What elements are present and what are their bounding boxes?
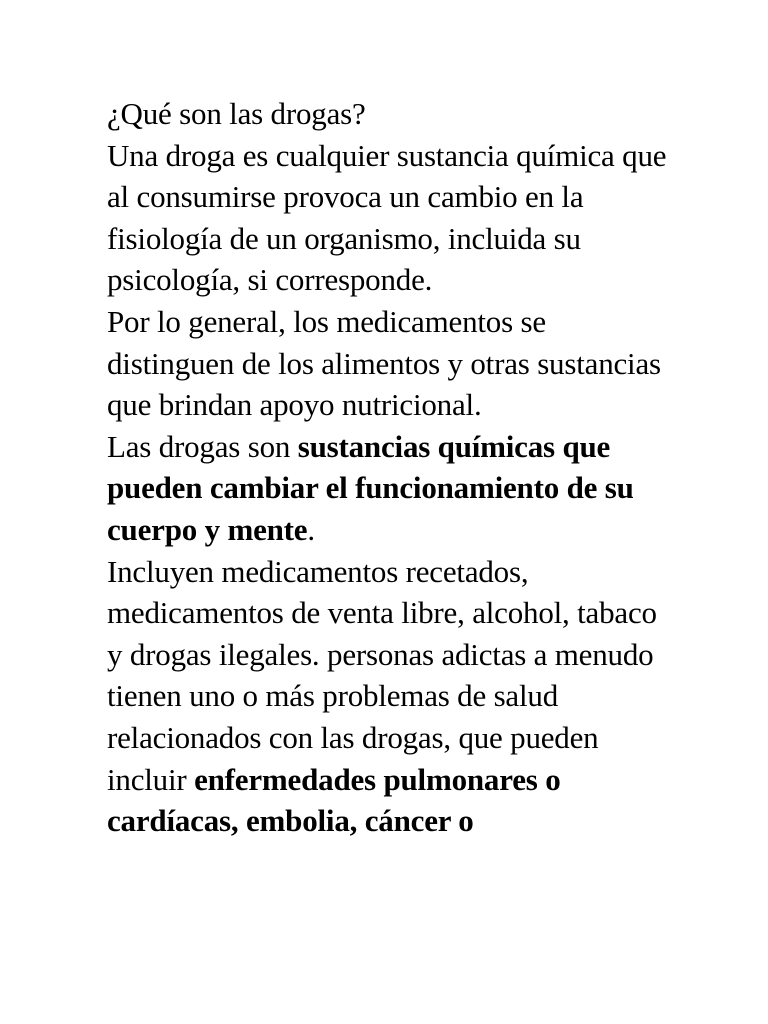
paragraph-chemical-substances — [107, 426, 667, 551]
paragraph-definition: Una droga es cualquier sustancia química que al consumirse provoca un cambio en la fisiología de un organismo, incluida su psicología, si corresponde. — [107, 137, 667, 298]
paragraph-lead-text: Las drogas son — [107, 428, 298, 464]
paragraph-emphasis-text: sustancias químicas que pueden cambiar el funcionamiento de su cuerpo y mente — [107, 428, 634, 547]
paragraph-medications: Por lo general, los medicamentos se distinguen de los alimentos y otras sustancias que brindan apoyo nutricional. — [107, 303, 661, 423]
paragraph-health-problems — [107, 551, 667, 842]
paragraph-body-text: Incluyen medicamentos recetados, medicamentos de venta libre, alcohol, tabaco y drogas ilegales. personas adictas a menudo tienen uno o más problemas de salud relacionados con las drogas, que pueden incluir — [107, 553, 657, 797]
paragraph-emphasis-diseases: enfermedades pulmonares o cardíacas, embolia, cáncer o — [107, 761, 561, 839]
document-title: ¿Qué son las drogas? — [107, 96, 366, 131]
paragraph-tail-text: . — [307, 511, 315, 547]
document-page — [107, 93, 667, 842]
